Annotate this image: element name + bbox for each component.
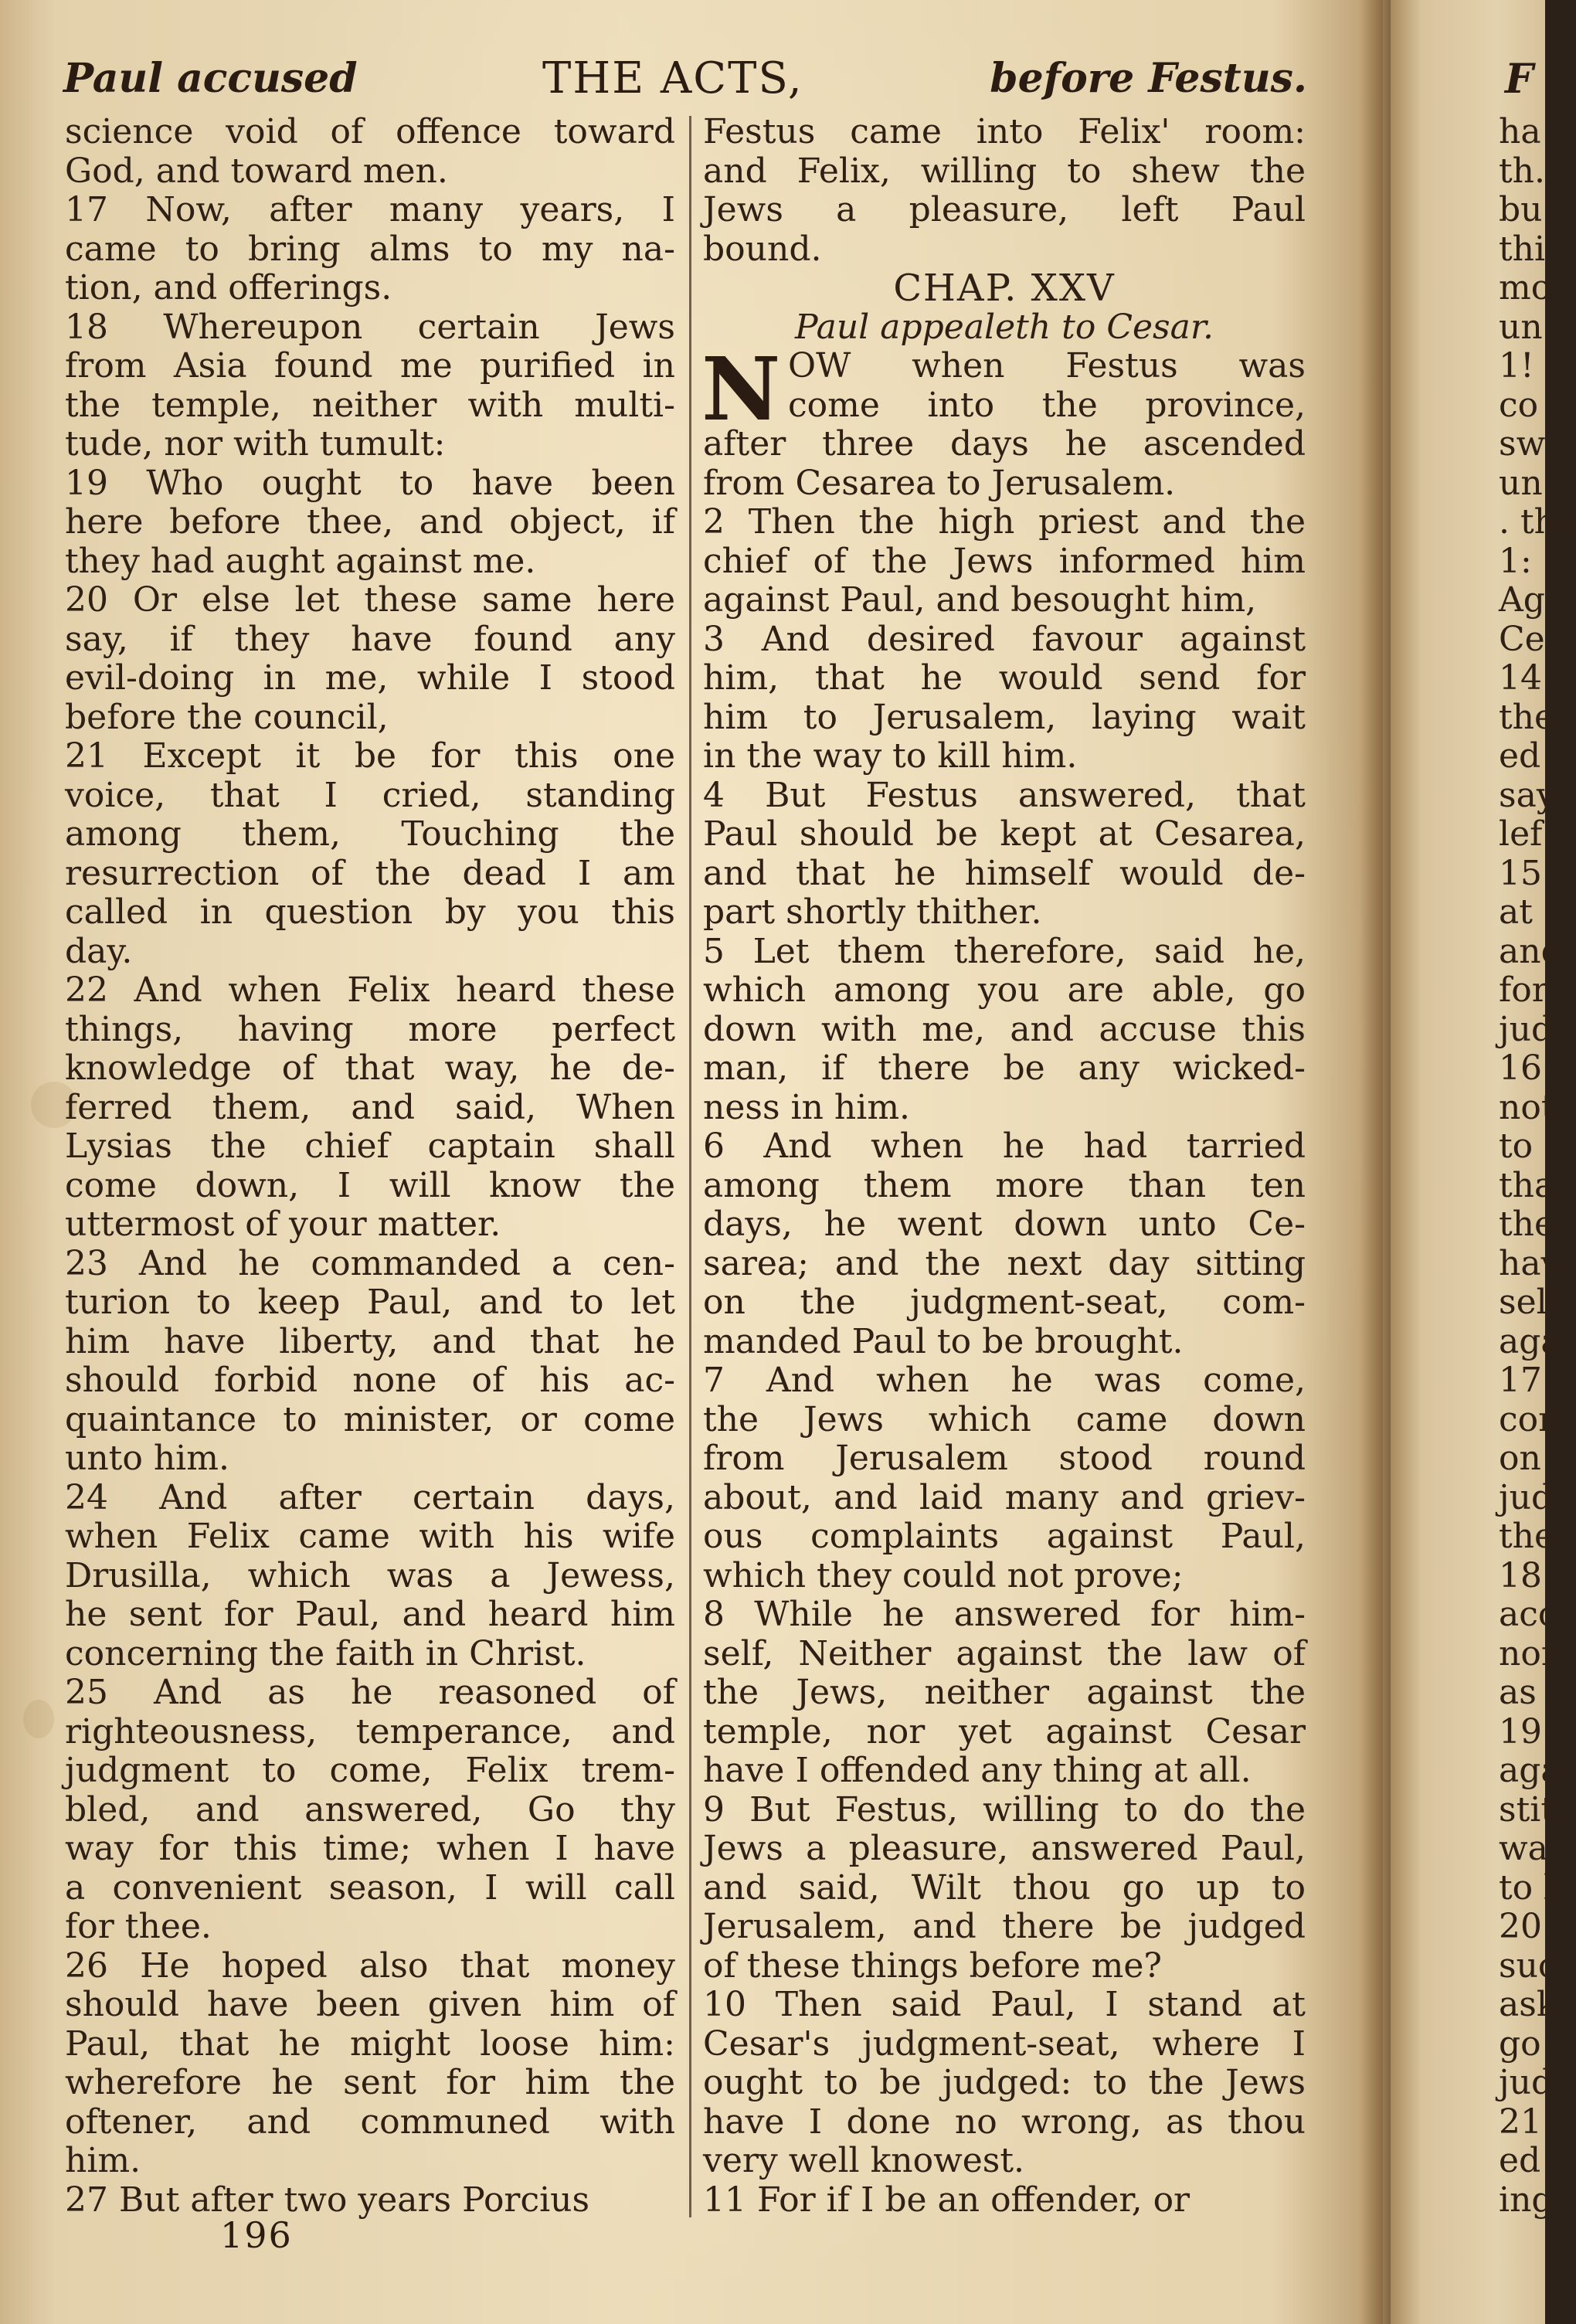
- fragment-line: lef: [1499, 814, 1543, 854]
- text-line: him to Jerusalem, laying wait: [703, 697, 1306, 737]
- text-line: Jews a pleasure, left Paul: [703, 190, 1306, 229]
- text-line: he sent for Paul, and heard him: [65, 1595, 675, 1634]
- chapter-text: [701, 339, 1306, 2220]
- text-line: 26 He hoped also that money: [65, 1945, 675, 1986]
- fragment-line: go: [1499, 2023, 1541, 2064]
- text-line: resurrection of the dead I am: [65, 853, 675, 893]
- fragment-line: for: [1499, 970, 1548, 1010]
- text-line: and Felix, willing to shew the: [703, 151, 1306, 191]
- text-line: have I done no wrong, as thou: [703, 2101, 1306, 2142]
- fragment-line: ed: [1499, 736, 1541, 776]
- text-line: of these things before me?: [703, 1945, 1162, 1986]
- page-number: 196: [220, 2214, 293, 2256]
- fragment-line: 14: [1499, 658, 1542, 698]
- text-line: evil-doing in me, while I stood: [65, 658, 675, 698]
- fragment-line: un: [1499, 463, 1543, 503]
- text-line: before the council,: [65, 697, 389, 737]
- text-line: from Cesarea to Jerusalem.: [703, 463, 1176, 503]
- fragment-line: suc: [1499, 1945, 1557, 1986]
- header-left: Paul accused: [63, 55, 358, 102]
- text-line: judgment to come, Felix trem-: [65, 1751, 675, 1790]
- text-line: knowledge of that way, he de-: [65, 1048, 675, 1088]
- text-line: which they could not prove;: [703, 1555, 1184, 1595]
- text-line: him have liberty, and that he: [65, 1321, 675, 1361]
- text-line: OW when Festus was: [788, 346, 1306, 386]
- text-line: down with me, and accuse this: [703, 1009, 1306, 1049]
- fragment-line: 16: [1499, 1048, 1542, 1088]
- text-line: from Jerusalem stood round: [703, 1439, 1306, 1478]
- left-column: [65, 113, 675, 2220]
- text-line: about, and laid many and griev-: [703, 1477, 1306, 1517]
- text-line: 10 Then said Paul, I stand at: [703, 1985, 1306, 2024]
- text-line: turion to keep Paul, and to let: [65, 1283, 675, 1322]
- text-line: man, if there be any wicked-: [703, 1048, 1306, 1088]
- text-line: the Jews, neither against the: [703, 1673, 1306, 1712]
- text-line: 19 Who ought to have been: [65, 463, 675, 503]
- fragment-line: not: [1499, 1087, 1555, 1127]
- chapter-summary: Paul appealeth to Cesar.: [794, 307, 1214, 347]
- text-line: self, Neither against the law of: [703, 1633, 1306, 1673]
- fragment-line: 19: [1499, 1711, 1542, 1751]
- text-line: tion, and offerings.: [65, 268, 392, 307]
- text-line: 11 For if I be an offender, or: [703, 2180, 1190, 2220]
- fragment-line: . the: [1499, 502, 1576, 542]
- text-line: him, that he would send for: [703, 658, 1306, 698]
- fragment-line: acc: [1499, 1595, 1557, 1634]
- text-line: 6 And when he had tarried: [703, 1126, 1306, 1166]
- next-page-header-fragment: F: [1505, 56, 1534, 103]
- text-line: 22 And when Felix heard these: [65, 970, 675, 1010]
- text-line: a convenient season, I will call: [65, 1867, 675, 1908]
- chapter-title: CHAP. XXV: [893, 267, 1116, 310]
- fragment-line: to l: [1499, 1867, 1555, 1908]
- fragment-line: and: [1499, 931, 1563, 971]
- text-line: Lysias the chief captain shall: [65, 1126, 675, 1166]
- text-line: 17 Now, after many years, I: [65, 190, 675, 229]
- text-line: come into the province,: [788, 385, 1306, 425]
- text-line: 5 Let them therefore, said he,: [703, 931, 1306, 971]
- text-line: voice, that I cried, standing: [65, 775, 675, 815]
- fragment-line: on: [1499, 1439, 1541, 1478]
- text-line: chief of the Jews informed him: [703, 541, 1306, 581]
- column-b-continuation: [703, 113, 1306, 269]
- fragment-line: ed: [1499, 2141, 1541, 2180]
- fragment-line: thi: [1499, 229, 1546, 269]
- text-line: on the judgment-seat, com-: [703, 1283, 1306, 1322]
- fragment-line: jud: [1499, 2063, 1554, 2102]
- text-line: sarea; and the next day sitting: [703, 1243, 1306, 1283]
- text-line: 18 Whereupon certain Jews: [65, 307, 675, 347]
- text-line: 25 And as he reasoned of: [65, 1673, 675, 1712]
- fragment-line: 18: [1499, 1555, 1542, 1595]
- text-line: wherefore he sent for him the: [65, 2063, 675, 2102]
- fragment-line: 20: [1499, 1907, 1542, 1946]
- text-line: have I offended any thing at all.: [703, 1751, 1252, 1790]
- text-line: here before thee, and object, if: [65, 502, 675, 542]
- text-line: Paul should be kept at Cesarea,: [703, 814, 1306, 854]
- fragment-line: ing: [1499, 2180, 1554, 2220]
- text-line: the Jews which came down: [703, 1399, 1306, 1439]
- header-right: before Festus.: [990, 55, 1307, 102]
- text-line: 9 But Festus, willing to do the: [703, 1789, 1306, 1830]
- text-line: temple, nor yet against Cesar: [703, 1711, 1306, 1751]
- text-line: uttermost of your matter.: [65, 1204, 501, 1244]
- text-line: things, having more perfect: [65, 1009, 675, 1049]
- fragment-line: 17: [1499, 1361, 1542, 1400]
- fragment-line: jud: [1499, 1009, 1554, 1049]
- fragment-line: at: [1499, 892, 1533, 932]
- text-line: manded Paul to be brought.: [703, 1321, 1184, 1361]
- right-column: [703, 113, 1306, 2220]
- text-line: ness in him.: [703, 1087, 911, 1127]
- text-line: science void of offence toward: [65, 112, 675, 151]
- text-line: ought to be judged: to the Jews: [703, 2063, 1306, 2102]
- text-line: should have been given him of: [65, 1985, 675, 2024]
- next-page-text-fragments: [1499, 113, 1576, 2220]
- fragment-line: Ag: [1499, 580, 1545, 620]
- drop-cap: N: [701, 339, 781, 440]
- text-line: Jews a pleasure, answered Paul,: [703, 1829, 1306, 1868]
- text-line: among them more than ten: [703, 1165, 1306, 1205]
- text-line: say, if they have found any: [65, 619, 675, 659]
- text-line: 27 But after two years Porcius: [65, 2180, 590, 2220]
- text-line: against Paul, and besought him,: [703, 580, 1257, 620]
- text-line: ous complaints against Paul,: [703, 1517, 1306, 1556]
- text-line: him.: [65, 2141, 141, 2180]
- text-line: concerning the faith in Christ.: [65, 1633, 586, 1673]
- fragment-line: the: [1499, 697, 1555, 737]
- fragment-line: tha: [1499, 1165, 1555, 1205]
- text-line: part shortly thither.: [703, 892, 1042, 932]
- text-line: unto him.: [65, 1439, 229, 1478]
- fragment-line: the: [1499, 1204, 1555, 1244]
- text-line: oftener, and communed with: [65, 2101, 675, 2142]
- fragment-line: bu: [1499, 190, 1543, 229]
- fragment-line: hav: [1499, 1243, 1561, 1283]
- text-line: tude, nor with tumult:: [65, 424, 446, 464]
- text-line: when Felix came with his wife: [65, 1517, 675, 1556]
- fragment-line: 1!: [1499, 346, 1534, 386]
- fragment-line: con: [1499, 1399, 1561, 1439]
- text-line: day.: [65, 931, 133, 971]
- fragment-line: jud: [1499, 1477, 1554, 1517]
- running-header: [63, 54, 1307, 108]
- text-line: they had aught against me.: [65, 541, 536, 581]
- fragment-line: 1:: [1499, 541, 1532, 581]
- text-line: 21 Except it be for this one: [65, 736, 675, 776]
- text-line: after three days he ascended: [703, 424, 1306, 464]
- paper-stain: [23, 1700, 54, 1738]
- text-line: which among you are able, go: [703, 970, 1306, 1010]
- fragment-line: to: [1499, 1126, 1534, 1166]
- text-line: and said, Wilt thou go up to: [703, 1867, 1306, 1908]
- text-line: 3 And desired favour against: [703, 619, 1306, 659]
- text-line: among them, Touching the: [65, 814, 675, 854]
- text-line: bound.: [703, 229, 822, 269]
- text-line: called in question by you this: [65, 892, 675, 932]
- chapter-opening: [701, 339, 1306, 2220]
- fragment-line: wa: [1499, 1829, 1548, 1868]
- text-line: 2 Then the high priest and the: [703, 502, 1306, 542]
- text-line: bled, and answered, Go thy: [65, 1789, 675, 1830]
- text-line: 4 But Festus answered, that: [703, 775, 1306, 815]
- column-rule: [689, 116, 691, 2217]
- text-line: 23 And he commanded a cen-: [65, 1243, 675, 1283]
- text-line: in the way to kill him.: [703, 736, 1078, 776]
- text-line: way for this time; when I have: [65, 1829, 675, 1868]
- fragment-line: stit: [1499, 1789, 1555, 1830]
- fragment-line: self: [1499, 1283, 1560, 1322]
- fragment-line: say: [1499, 775, 1556, 815]
- fragment-line: 21: [1499, 2101, 1542, 2142]
- text-line: 8 While he answered for him-: [703, 1595, 1306, 1634]
- fragment-line: Ce: [1499, 619, 1545, 659]
- text-line: 20 Or else let these same here: [65, 580, 675, 620]
- text-line: Paul, that he might loose him:: [65, 2023, 675, 2064]
- text-line: 7 And when he was come,: [703, 1361, 1306, 1400]
- fragment-line: aga: [1499, 1321, 1561, 1361]
- fragment-line: co: [1499, 385, 1539, 425]
- text-line: days, he went down unto Ce-: [703, 1204, 1306, 1244]
- text-line: for thee.: [65, 1907, 212, 1946]
- text-line: should forbid none of his ac-: [65, 1361, 675, 1400]
- text-line: very well knowest.: [703, 2141, 1025, 2180]
- text-line: come down, I will know the: [65, 1165, 675, 1205]
- text-line: Drusilla, which was a Jewess,: [65, 1555, 675, 1595]
- right-page-edge: [1391, 0, 1576, 2324]
- fragment-line: the: [1499, 1517, 1555, 1556]
- fragment-line: un: [1499, 307, 1543, 347]
- fragment-line: ask: [1499, 1985, 1557, 2024]
- fragment-line: nor: [1499, 1633, 1557, 1673]
- text-line: ferred them, and said, When: [65, 1087, 675, 1127]
- text-line: quaintance to minister, or come: [65, 1399, 675, 1439]
- text-line: from Asia found me purified in: [65, 346, 675, 386]
- fragment-line: 15: [1499, 853, 1542, 893]
- fragment-line: sw: [1499, 424, 1546, 464]
- fragment-line: th.: [1499, 151, 1546, 191]
- fragment-line: aga: [1499, 1751, 1561, 1790]
- text-line: the temple, neither with multi-: [65, 385, 675, 425]
- text-line: and that he himself would de-: [703, 853, 1306, 893]
- text-line: came to bring alms to my na-: [65, 229, 675, 269]
- fragment-line: ha: [1499, 112, 1541, 151]
- fragment-line: as: [1499, 1673, 1537, 1712]
- text-line: 24 And after certain days,: [65, 1477, 675, 1517]
- text-line: Cesar's judgment-seat, where I: [703, 2023, 1306, 2064]
- header-center: THE ACTS,: [542, 53, 803, 104]
- text-line: God, and toward men.: [65, 151, 448, 191]
- fragment-line: mo: [1499, 268, 1552, 307]
- text-line: righteousness, temperance, and: [65, 1711, 675, 1751]
- text-line: Jerusalem, and there be judged: [703, 1907, 1306, 1946]
- text-line: Festus came into Felix' room:: [703, 112, 1306, 151]
